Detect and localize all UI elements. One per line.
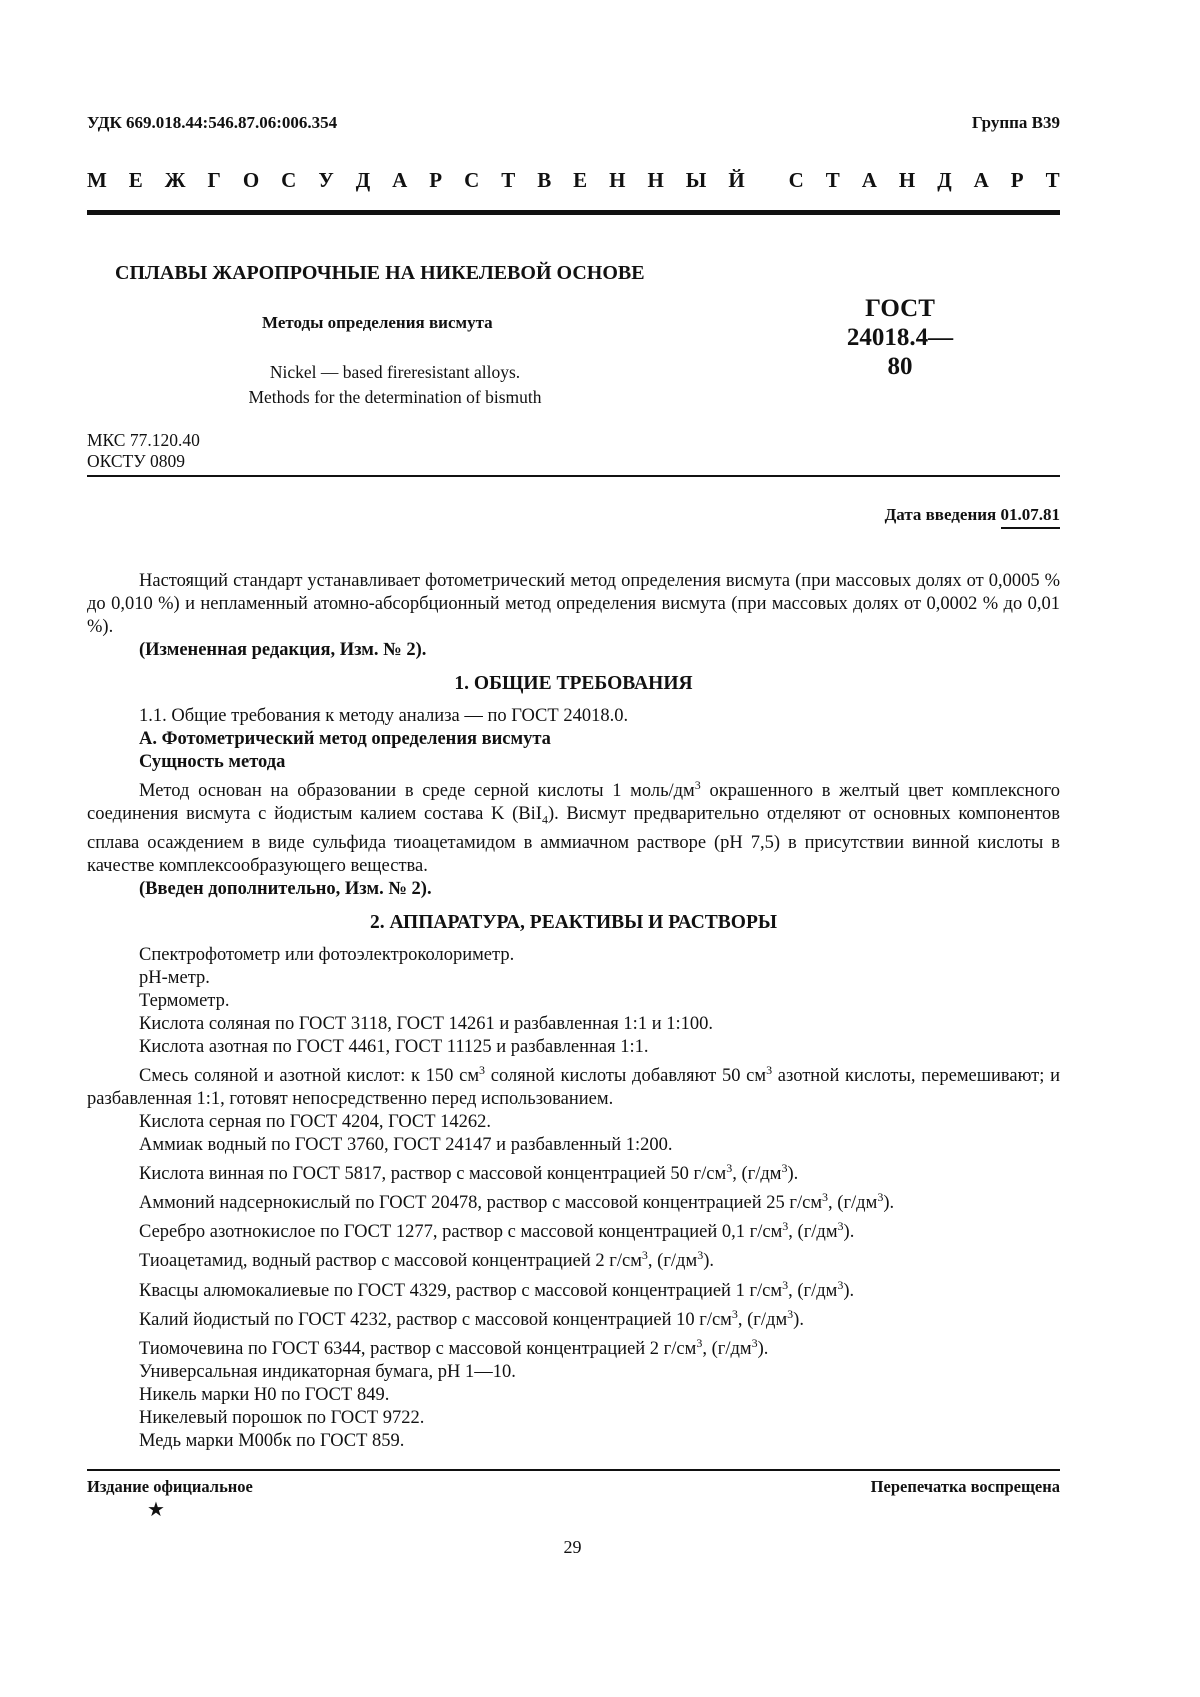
section-1-1: 1.1. Общие требования к методу анализа — по ГОСТ 24018.0. [139, 706, 629, 726]
banner-letter: Р [1010, 168, 1024, 192]
banner-letter: Д [937, 168, 952, 192]
banner-letter: А [861, 168, 877, 192]
list-item: Калий йодистый по ГОСТ 4232, раствор с массовой концентрацией 10 $г/см^3$, $(г/дм^3)$. [139, 1306, 804, 1330]
classification-rule [87, 475, 1060, 477]
list-item: Термометр. [139, 990, 230, 1011]
banner-letter: А [973, 168, 989, 192]
interstate-standard-banner [87, 168, 1060, 193]
banner-letter: С [281, 168, 297, 192]
banner-letter: М [87, 168, 107, 192]
banner-letter: Т [825, 168, 840, 192]
list-item: Кислота серная по ГОСТ 4204, ГОСТ 14262. [139, 1112, 492, 1132]
list-item: Тиоацетамид, водный раствор с массовой концентрацией 2 $г/см^3$, $(г/дм^3)$. [139, 1248, 714, 1272]
banner-letter: Г [207, 168, 221, 192]
english-title-line1: Nickel — based fireresistant alloys. [269, 362, 521, 382]
edit-note: (Измененная редакция, Изм. № 2). [139, 640, 427, 660]
list-item: Аммиак водный по ГОСТ 3760, ГОСТ 24147 и разбавленный 1:200. [139, 1135, 673, 1155]
list-item: Тиомочевина по ГОСТ 6344, раствор с массовой концентрацией 2 $г/см^3$, $(г/дм^3)$. [139, 1335, 769, 1360]
method-title: А. Фотометрический метод определения висмута [139, 729, 551, 749]
reprint-prohibited-label: Перепечатка воспрещена [870, 1477, 1060, 1496]
list-item: Кислота винная по ГОСТ 5817, раствор с массовой концентрацией 50 $г/см^3$, $(г/дм^3)$. [139, 1161, 799, 1185]
essence-paragraph: Метод основан на образовании в среде серной кислоты 1 моль/$дм^3$ окрашенного в желтый цвет комплексного соединения висмута с йодистым калием состава K (BiI$_4$). Висмут предварительно отделяют от основных компонентов сплава осаждением в виде сульфида тиоацетамидом в аммиачном растворе (pH 7,5) в присутствии винной кислоты в качестве комплексообразующего вещества. [87, 778, 1060, 876]
banner-letter: С [464, 168, 480, 192]
official-edition-label: Издание официальное [87, 1477, 253, 1496]
list-item: Аммоний надсернокислый по ГОСТ 20478, раствор с массовой концентрацией 25 $г/см^3$, $(г/дм^3)$. [139, 1190, 895, 1214]
banner-letter: Н [898, 168, 916, 192]
banner-letter: Н [609, 168, 626, 192]
banner-letter: Е [128, 168, 143, 192]
banner-letter: Ы [685, 168, 707, 192]
effective-date-label: Дата введения [884, 505, 997, 524]
list-item: Кислота соляная по ГОСТ 3118, ГОСТ 14261 и разбавленная 1:1 и 1:100. [139, 1013, 713, 1034]
list-item: Квасцы алюмокалиевые по ГОСТ 4329, раствор с массовой концентрацией 1 $г/см^3$, $(г/дм^3)$. [139, 1277, 855, 1301]
list-item: Спектрофотометр или фотоэлектроколориметр. [139, 944, 515, 965]
list-item: Смесь соляной и азотной кислот: к 150 $см^3$ соляной кислоты добавляют 50 $см^3$ азотной кислоты, перемешивают; и разбавленная 1:1, готовят непосредственно перед использованием. [87, 1062, 1060, 1109]
banner-letter: С [788, 168, 804, 192]
okstu-code: ОКСТУ 0809 [87, 451, 186, 471]
banner-letter: О [242, 168, 260, 192]
gost-number-block [835, 294, 965, 381]
essence-title: Сущность метода [139, 752, 286, 772]
mks-code: МКС 77.120.40 [87, 430, 200, 450]
list-item: Серебро азотнокислое по ГОСТ 1277, раствор с массовой концентрацией 0,1 $г/см^3$, $(г/дм^3)$. [139, 1219, 855, 1243]
section-1-heading: 1. ОБЩИЕ ТРЕБОВАНИЯ [454, 673, 693, 694]
banner-letter: А [392, 168, 408, 192]
banner-letter: Т [501, 168, 516, 192]
list-item: Никелевый порошок по ГОСТ 9722. [139, 1408, 425, 1429]
banner-letter: Р [429, 168, 443, 192]
effective-date [885, 505, 1060, 525]
section-2-heading: 2. АППАРАТУРА, РЕАКТИВЫ И РАСТВОРЫ [369, 911, 778, 933]
list-item: Никель марки Н0 по ГОСТ 849. [139, 1385, 390, 1406]
intro-paragraph: Настоящий стандарт устанавливает фотометрический метод определения висмута (при массовых долях от 0,0005 % до 0,010 %) и непламенный атомно-абсорбционный метод определения висмута (при массовых долях от 0,0002 % до 0,01 %). [87, 571, 1060, 637]
banner-letter: Й [728, 168, 745, 192]
header-rule [87, 210, 1060, 215]
footer-rule [87, 1469, 1060, 1471]
list-item: Медь марки М00бк по ГОСТ 859. [139, 1431, 405, 1452]
banner-letter: Ж [164, 168, 186, 192]
effective-date-value: 01.07.81 [1001, 505, 1061, 529]
banner-letter: В [537, 168, 552, 192]
banner-letter: У [318, 168, 334, 192]
list-item: Кислота азотная по ГОСТ 4461, ГОСТ 11125 и разбавленная 1:1. [139, 1036, 649, 1057]
gost-label: ГОСТ [865, 295, 935, 322]
udk-code: УДК 669.018.44:546.87.06:006.354 [87, 113, 338, 132]
banner-letter: Д [355, 168, 371, 192]
star-icon: ★ [147, 1499, 165, 1521]
document-title: СПЛАВЫ ЖАРОПРОЧНЫЕ НА НИКЕЛЕВОЙ ОСНОВЕ [115, 262, 645, 284]
classification-codes [87, 430, 200, 472]
banner-letter: Т [1045, 168, 1060, 192]
english-title [200, 360, 590, 410]
added-note: (Введен дополнительно, Изм. № 2). [139, 878, 432, 899]
list-item: pH-метр. [139, 967, 210, 988]
group-code: Группа В39 [971, 113, 1060, 132]
document-subtitle: Методы определения висмута [262, 313, 493, 332]
document-body [87, 570, 1060, 1453]
banner-letter: Е [573, 168, 588, 192]
list-item: Универсальная индикаторная бумага, pH 1—10. [139, 1362, 516, 1383]
gost-number: 24018.4—80 [846, 324, 954, 380]
english-title-line2: Methods for the determination of bismuth [248, 387, 542, 407]
page-number: 29 [563, 1537, 582, 1557]
banner-letter: Н [647, 168, 664, 192]
